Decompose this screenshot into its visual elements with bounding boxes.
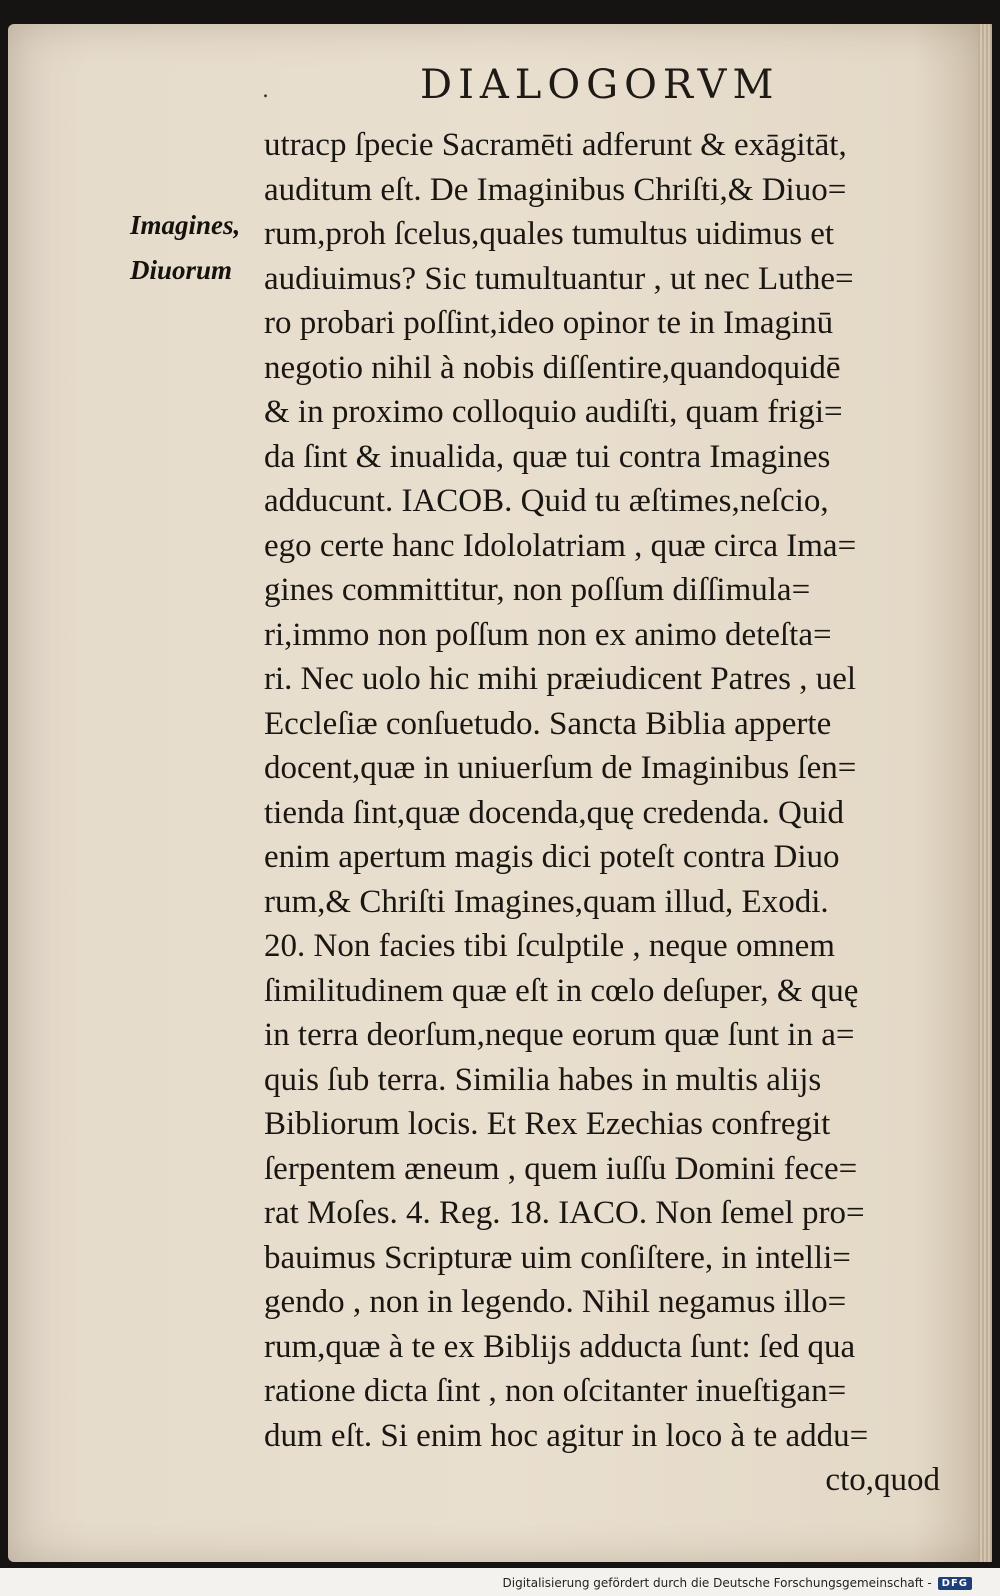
dfg-logo: DFG — [938, 1577, 972, 1590]
text-line: audiuimus? Sic tumultuantur , ut nec Luthe= — [264, 260, 854, 297]
text-line: ſerpentem æneum , quem iuſſu Domini fece= — [264, 1150, 858, 1187]
text-line: rum,proh ſcelus,quales tumultus uidimus et — [264, 216, 835, 252]
page-edge — [978, 24, 992, 1562]
text-line: rat Moſes. 4. Reg. 18. IACO. Non ſemel pro= — [264, 1195, 865, 1231]
running-header: DIALOGORVM — [420, 62, 780, 108]
body-text — [264, 123, 954, 1503]
text-line: rum,quæ à te ex Biblijs adducta ſunt: ſed qua — [264, 1328, 856, 1365]
text-line: enim apertum magis dici poteſt contra Diuo — [264, 839, 840, 875]
header-dot: . — [262, 78, 269, 103]
text-line: ri. Nec uolo hic mihi præiudicent Patres , uel — [264, 661, 857, 697]
text-line: 20. Non facies tibi ſculptile , neque omnem — [264, 928, 835, 964]
text-line: bauimus Scripturæ uim conſiſtere, in intelli= — [264, 1239, 851, 1276]
text-line: docent,quæ in uniuerſum de Imaginibus ſen= — [264, 750, 857, 786]
text-line: in terra deorſum,neque eorum quæ ſunt in a= — [264, 1017, 855, 1053]
catchword: cto,quod — [825, 1462, 940, 1498]
text-line: rum,& Chriſti Imagines,quam illud, Exodi. — [264, 883, 829, 920]
text-line: ro probari poſſint,ideo opinor te in Imaginū — [264, 305, 834, 341]
text-line: adducunt. IACOB. Quid tu æſtimes,neſcio, — [264, 483, 829, 519]
margin-note-imagines: Imagines, — [130, 210, 241, 240]
text-line: ſimilitudinem quæ eſt in cœlo deſuper, & quę — [264, 972, 859, 1009]
text-line: Bibliorum locis. Et Rex Ezechias confregit — [264, 1106, 831, 1142]
text-line: gines committitur, non poſſum diſſimula= — [264, 572, 811, 608]
text-line: & in proximo colloquio audiſti, quam frigi= — [264, 394, 843, 430]
text-line: ego certe hanc Idololatriam , quæ circa Ima= — [264, 527, 857, 564]
text-line: gendo , non in legendo. Nihil negamus illo= — [264, 1284, 847, 1320]
margin-note-diuorum: Diuorum — [130, 255, 233, 285]
text-line: da ſint & inualida, quæ tui contra Imagines — [264, 438, 831, 475]
footer-credit-text: Digitalisierung gefördert durch die Deutsche Forschungsgemeinschaft - — [502, 1576, 932, 1590]
footer-credit — [503, 1576, 973, 1590]
text-line: ratione dicta ſint , non oſcitanter inueſtigan= — [264, 1373, 847, 1409]
text-line: tienda ſint,quæ docenda,quę credenda. Quid — [264, 794, 845, 831]
text-line: utracp ſpecie Sacramēti adferunt & exāgitāt, — [264, 127, 847, 163]
text-line: dum eſt. Si enim hoc agitur in loco à te addu= — [264, 1417, 869, 1454]
text-line: auditum eſt. De Imaginibus Chriſti,& Diuo= — [264, 171, 847, 208]
text-line: Eccleſiæ conſuetudo. Sancta Biblia apperte — [264, 705, 832, 742]
text-line: negotio nihil à nobis diſſentire,quandoquidē — [264, 349, 841, 386]
text-line: ri,immo non poſſum non ex animo deteſta= — [264, 616, 832, 653]
text-line: quis ſub terra. Similia habes in multis alijs — [264, 1061, 822, 1098]
